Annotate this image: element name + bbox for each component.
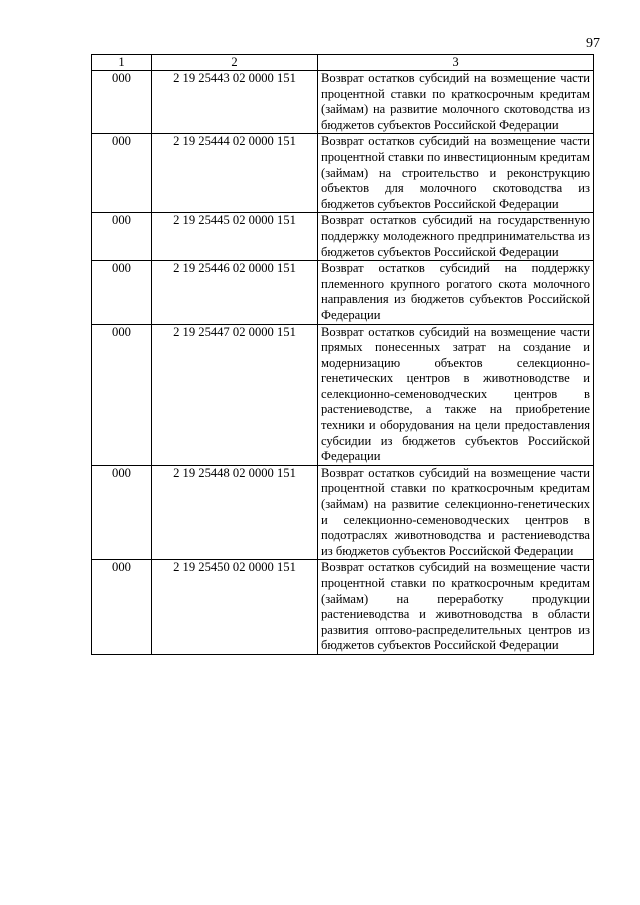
row-admin-code: 000	[92, 134, 152, 213]
row-description: Возврат остатков субсидий на возмещение части процентной ставки по краткосрочным кредитам (займам) на переработку продукции растениеводства и животноводства в области развития оптово-распределительных центров из бюджетов субъектов Российской Федерации	[318, 560, 594, 655]
column-header-3: 3	[318, 55, 594, 71]
row-description: Возврат остатков субсидий на возмещение части прямых понесенных затрат на создание и модернизацию объектов селекционно-генетических центров в животноводстве и селекционно-семеноводческих центров в растениеводстве, а также на приобретение техники и оборудования на цели предоставления субсидии из бюджетов субъектов Российской Федерации	[318, 324, 594, 465]
column-header-1: 1	[92, 55, 152, 71]
table-header	[92, 55, 594, 71]
row-budget-code: 2 19 25450 02 0000 151	[152, 560, 318, 655]
row-description: Возврат остатков субсидий на поддержку племенного крупного рогатого скота молочного направления из бюджетов субъектов Российской Федерации	[318, 261, 594, 324]
row-budget-code: 2 19 25446 02 0000 151	[152, 261, 318, 324]
row-budget-code: 2 19 25443 02 0000 151	[152, 71, 318, 134]
row-admin-code: 000	[92, 261, 152, 324]
row-budget-code: 2 19 25445 02 0000 151	[152, 213, 318, 261]
row-description: Возврат остатков субсидий на возмещение части процентной ставки по инвестиционным кредитам (займам) на строительство и реконструкцию объектов для молочного скотоводства из бюджетов субъектов Российской Федерации	[318, 134, 594, 213]
header-row	[92, 55, 594, 71]
row-admin-code: 000	[92, 560, 152, 655]
table-row	[92, 465, 594, 560]
column-header-2: 2	[152, 55, 318, 71]
row-budget-code: 2 19 25447 02 0000 151	[152, 324, 318, 465]
table-row	[92, 560, 594, 655]
table-row	[92, 261, 594, 324]
row-description: Возврат остатков субсидий на возмещение части процентной ставки по краткосрочным кредитам (займам) на развитие селекционно-генетических и селекционно-семеноводческих центров в подотраслях животноводства и растениеводства из бюджетов субъектов Российской Федерации	[318, 465, 594, 560]
table-body	[92, 71, 594, 655]
table-row	[92, 324, 594, 465]
row-admin-code: 000	[92, 71, 152, 134]
page-number: 97	[586, 36, 600, 51]
row-admin-code: 000	[92, 213, 152, 261]
table-row	[92, 71, 594, 134]
table-row	[92, 213, 594, 261]
row-description: Возврат остатков субсидий на государственную поддержку молодежного предпринимательства из бюджетов субъектов Российской Федерации	[318, 213, 594, 261]
table-row	[92, 134, 594, 213]
row-budget-code: 2 19 25448 02 0000 151	[152, 465, 318, 560]
row-budget-code: 2 19 25444 02 0000 151	[152, 134, 318, 213]
row-admin-code: 000	[92, 465, 152, 560]
row-description: Возврат остатков субсидий на возмещение части процентной ставки по краткосрочным кредитам (займам) на развитие молочного скотоводства из бюджетов субъектов Российской Федерации	[318, 71, 594, 134]
row-admin-code: 000	[92, 324, 152, 465]
budget-codes-table	[91, 54, 594, 655]
